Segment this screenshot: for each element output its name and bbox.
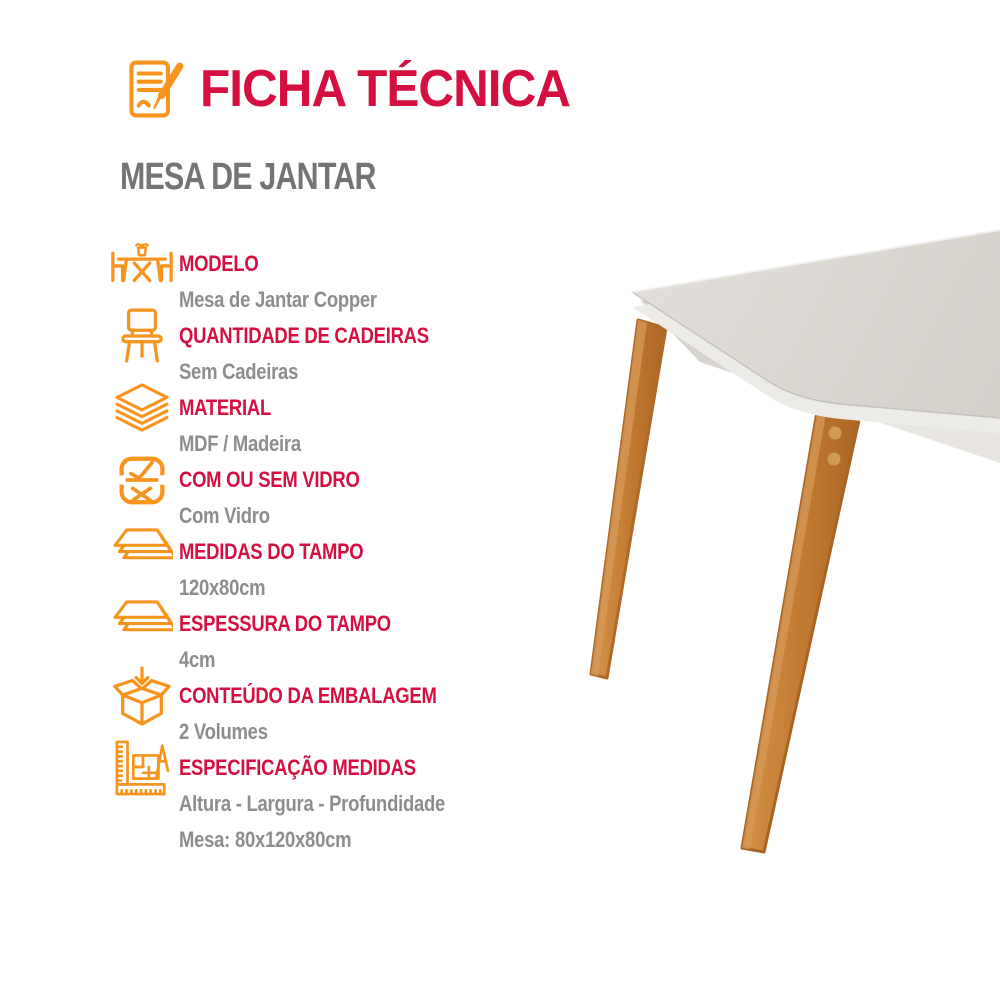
spec-row-box bbox=[105, 678, 585, 750]
ruler-icon bbox=[114, 740, 170, 796]
product-subtitle: MESA DE JANTAR bbox=[120, 156, 376, 198]
spec-icon-box bbox=[105, 606, 179, 642]
spec-value: Com Vidro bbox=[179, 503, 270, 528]
leg-dowel bbox=[828, 453, 841, 466]
spec-label: QUANTIDADE DE CADEIRAS bbox=[179, 323, 429, 348]
tabletop-surface bbox=[632, 230, 1000, 418]
spec-value: Sem Cadeiras bbox=[179, 359, 299, 384]
spec-value: Mesa de Jantar Copper bbox=[179, 287, 377, 312]
chair-icon bbox=[119, 308, 165, 364]
spec-row-check-x bbox=[105, 462, 585, 534]
spec-icon-box bbox=[105, 678, 179, 714]
spec-icon-box bbox=[105, 462, 179, 498]
spec-texts bbox=[179, 318, 585, 390]
spec-label: CONTEÚDO DA EMBALAGEM bbox=[179, 683, 437, 708]
spec-label: MODELO bbox=[179, 251, 259, 276]
spec-label: MEDIDAS DO TAMPO bbox=[179, 539, 364, 564]
spec-value: Altura - Largura - Profundidade bbox=[179, 791, 446, 816]
spec-value: 120x80cm bbox=[179, 575, 266, 600]
spec-icon-box bbox=[105, 318, 179, 354]
spec-icon-box bbox=[105, 390, 179, 426]
spec-texts bbox=[179, 462, 585, 534]
spec-row-ruler bbox=[105, 750, 585, 866]
spec-icon-box bbox=[105, 534, 179, 570]
spec-texts bbox=[179, 606, 585, 678]
spec-value: Mesa: 80x120x80cm bbox=[179, 827, 352, 852]
spec-label: ESPESSURA DO TAMPO bbox=[179, 611, 391, 636]
leg-dowel bbox=[829, 427, 842, 440]
spec-row-layers bbox=[105, 390, 585, 462]
spec-texts bbox=[179, 750, 585, 866]
box-icon bbox=[113, 666, 171, 726]
spec-value: MDF / Madeira bbox=[179, 431, 301, 456]
tabletop-icon bbox=[111, 528, 173, 576]
spec-label: MATERIAL bbox=[179, 395, 271, 420]
spec-texts bbox=[179, 678, 585, 750]
spec-row-dining-table bbox=[105, 246, 585, 318]
spec-value: 4cm bbox=[179, 647, 216, 672]
table-leg-left bbox=[591, 320, 666, 678]
spec-row-tabletop bbox=[105, 534, 585, 606]
dining-table-icon bbox=[109, 243, 175, 285]
spec-value: 2 Volumes bbox=[179, 719, 268, 744]
spec-label: COM OU SEM VIDRO bbox=[179, 467, 360, 492]
layers-icon bbox=[113, 383, 171, 433]
spec-texts bbox=[179, 246, 585, 318]
spec-texts bbox=[179, 390, 585, 462]
spec-list bbox=[105, 246, 585, 866]
spec-icon-box bbox=[105, 246, 179, 282]
table-leg-right bbox=[742, 412, 859, 852]
spec-icon-box bbox=[105, 750, 179, 786]
document-pen-icon bbox=[126, 56, 188, 122]
check-x-icon bbox=[117, 453, 167, 507]
page-title: FICHA TÉCNICA bbox=[200, 60, 571, 118]
spec-row-tabletop bbox=[105, 606, 585, 678]
spec-row-chair bbox=[105, 318, 585, 390]
tabletop-icon bbox=[111, 600, 173, 648]
header bbox=[126, 56, 590, 122]
spec-texts bbox=[179, 534, 585, 606]
product-photo bbox=[560, 215, 1000, 875]
spec-label: ESPECIFICAÇÃO MEDIDAS bbox=[179, 755, 416, 780]
